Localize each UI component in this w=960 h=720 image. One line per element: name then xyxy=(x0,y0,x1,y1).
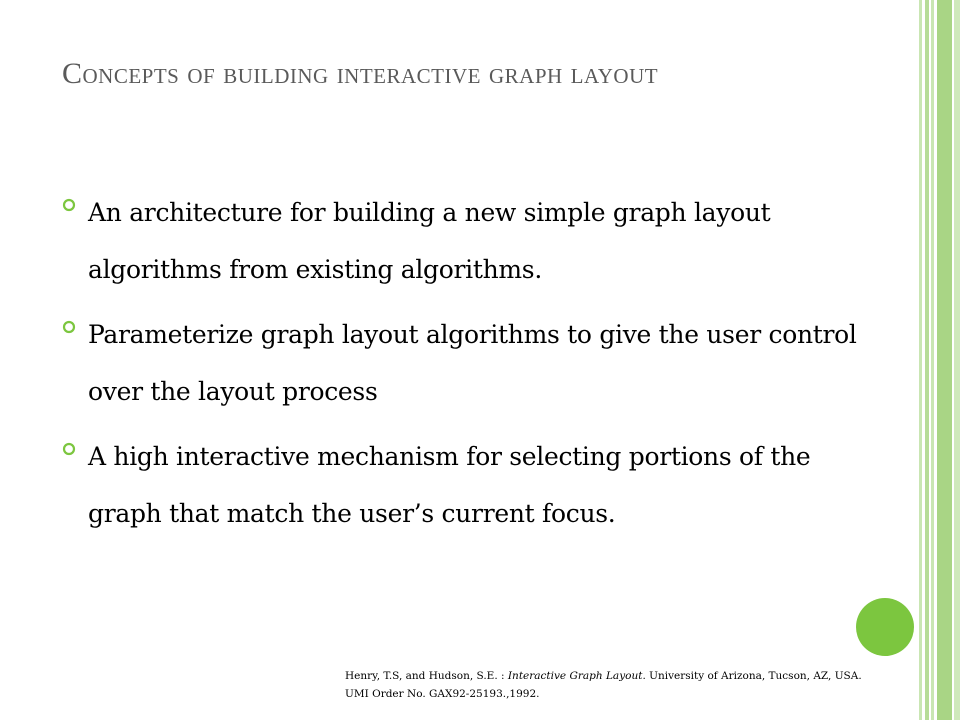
citation-work: Interactive Graph Layout xyxy=(507,670,643,682)
decorative-stripe xyxy=(954,0,960,720)
bullet-item xyxy=(62,428,862,542)
citation xyxy=(345,667,865,703)
bullet-item xyxy=(62,306,862,420)
decorative-stripe xyxy=(919,0,922,720)
bullet-list xyxy=(62,184,862,550)
decorative-stripe xyxy=(925,0,929,720)
citation-details: . University of Arizona, Tucson, AZ, USA. UMI Order No. GAX92-25193.,1992. xyxy=(345,670,862,700)
citation-authors: Henry, T.S, and Hudson, S.E. : xyxy=(345,670,508,682)
decorative-stripe xyxy=(931,0,934,720)
slide-title: Concepts of building interactive graph layout xyxy=(62,57,659,90)
bullet-text: Parameterize graph layout algorithms to give the user control over the layout process xyxy=(88,320,857,406)
ring-bullet-icon xyxy=(62,320,76,334)
accent-dot xyxy=(856,598,914,656)
ring-bullet-icon xyxy=(62,442,76,456)
ring-bullet-icon xyxy=(62,198,76,212)
bullet-text: An architecture for building a new simple graph layout algorithms from existing algorithms. xyxy=(88,198,771,284)
bullet-text: A high interactive mechanism for selecting portions of the graph that match the user’s current focus. xyxy=(88,442,811,528)
decorative-stripe xyxy=(937,0,952,720)
bullet-item xyxy=(62,184,862,298)
